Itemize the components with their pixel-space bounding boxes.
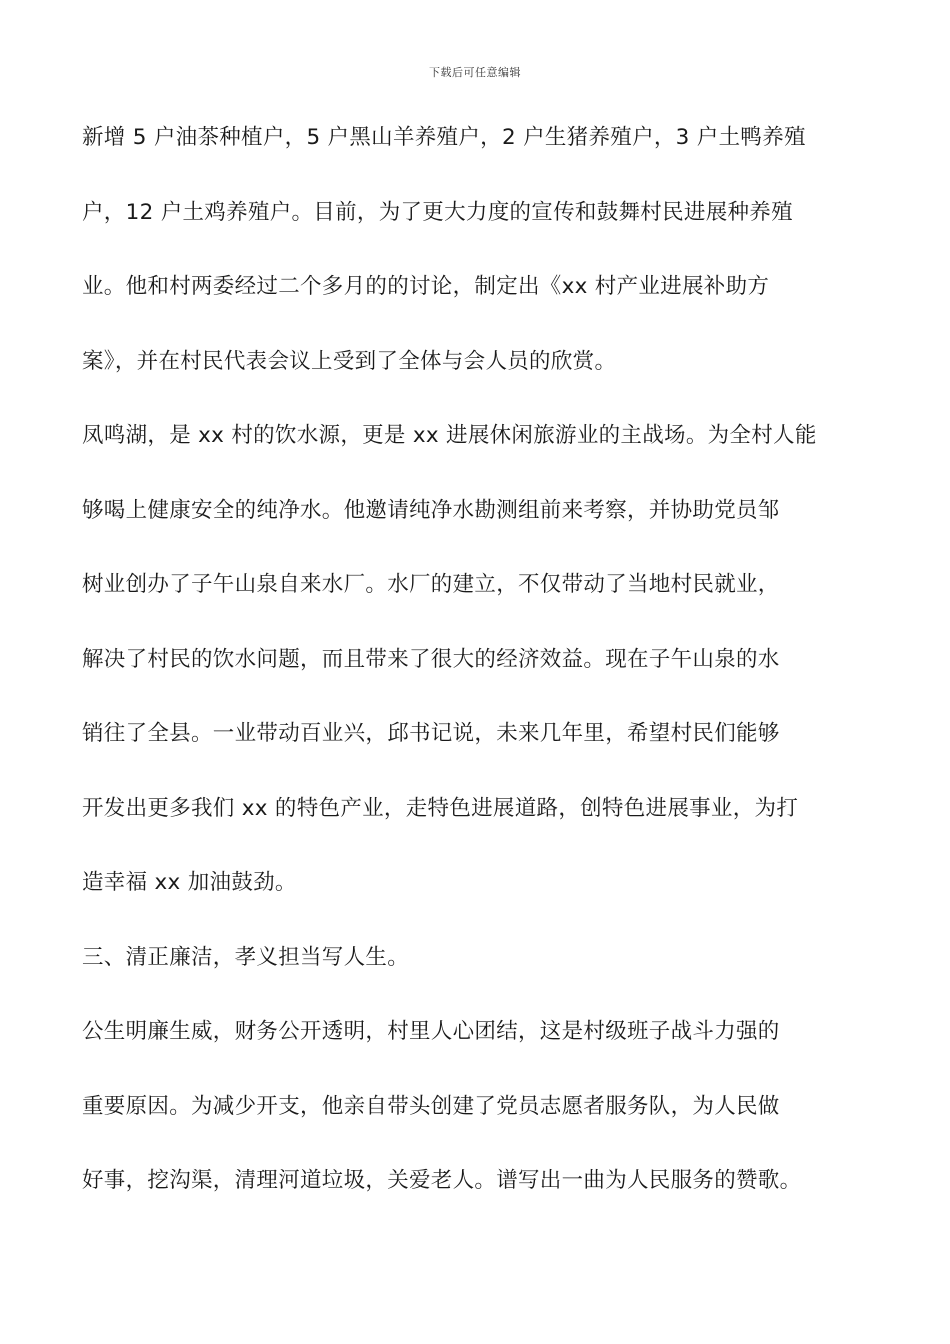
page-header: 下载后可任意编辑 <box>429 66 521 79</box>
text-line: 重要原因。为减少开支，他亲自带头创建了党员志愿者服务队，为人民做 <box>82 1093 780 1119</box>
text-line: 新增 5 户油茶种植户，5 户黑山羊养殖户，2 户生猪养殖户，3 户土鸭养殖 <box>82 125 806 150</box>
text-line: 好事，挖沟渠，清理河道垃圾，关爱老人。谱写出一曲为人民服务的赞歌。 <box>82 1168 802 1193</box>
text-line: 造幸福 xx 加油鼓劲。 <box>82 870 297 895</box>
text-line: 公生明廉生威，财务公开透明，村里人心团结，这是村级班子战斗力强的 <box>82 1019 780 1044</box>
document-body <box>82 118 872 1236</box>
text-line: 开发出更多我们 xx 的特色产业，走特色进展道路，创特色进展事业，为打 <box>82 795 799 821</box>
section-heading: 三、清正廉洁，孝义担当写人生。 <box>82 944 410 970</box>
text-line: 解决了村民的饮水问题，而且带来了很大的经济效益。现在子午山泉的水 <box>82 646 780 672</box>
text-line: 树业创办了子午山泉自来水厂。水厂的建立，不仅带动了当地村民就业， <box>82 572 780 597</box>
text-line: 户，12 户土鸡养殖户。目前，为了更大力度的宣传和鼓舞村民进展种养殖 <box>82 199 793 225</box>
text-line: 业。他和村两委经过二个多月的的讨论，制定出《xx 村产业进展补助方 <box>82 274 770 299</box>
text-line: 够喝上健康安全的纯净水。他邀请纯净水勘测组前来考察，并协助党员邹 <box>82 497 780 523</box>
text-line: 案》，并在村民代表会议上受到了全体与会人员的欣赏。 <box>82 348 617 374</box>
text-line: 凤鸣湖，是 xx 村的饮水源，更是 xx 进展休闲旅游业的主战场。为全村人能 <box>82 423 817 448</box>
text-line: 销往了全县。一业带动百业兴，邱书记说，未来几年里，希望村民们能够 <box>82 721 780 746</box>
